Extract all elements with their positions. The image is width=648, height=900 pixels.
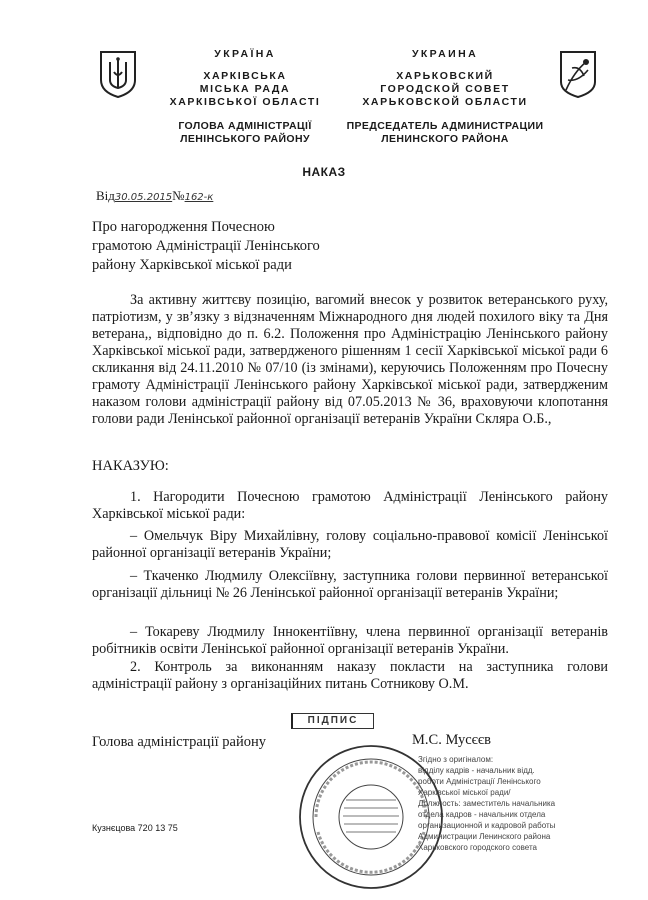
subject-line: грамотою Адміністрації Ленінського (92, 238, 320, 254)
order-item: – Ткаченко Людмилу Олексіївну, заступника голови первинної ветеранської організації дільниці № 26 Ленінської районної організації ветеранів України; (92, 568, 608, 601)
header-council-line: ХАРКІВСЬКОЇ ОБЛАСТІ (169, 96, 321, 108)
signature-stamp-box: ПІДПИС (291, 713, 374, 729)
copy-stamp-line: відділу кадрів - начальник відд. (418, 766, 535, 775)
header-council-line: ГОРОДСКОЙ СОВЕТ (380, 83, 510, 95)
header-ukrainian (150, 48, 340, 146)
preamble-paragraph: За активну життєву позицію, вагомий внесок у розвиток ветеранського руху, патріотизм, у зв’язку з відзначенням Міжнародного дня людей похилого віку та Дня ветерана,, відповідно до п. 6.2. Положення про Адміністрацію Ленінського району Харківської міської ради, затвердженого рішенням 1 сесії Харківської міської ради 6 скликання від 24.11.2010 № 07/10 (із змінами), керуючись Положенням про Почесну грамоту Адміністрації Ленінського району Харківської міської ради, затвердженим наказом голови адміністрації району від 07.05.2013 № 36, враховуючи клопотання голови ради Ленінської районної організації ветеранів України Скляра О.Б., (92, 292, 608, 427)
number-prefix: № (172, 188, 185, 203)
header-country-ua: УКРАЇНА (214, 48, 276, 60)
header-head-line: ГОЛОВА АДМІНІСТРАЦІЇ (178, 120, 312, 132)
copy-stamp-line: Харківської міської ради/ (418, 788, 511, 797)
copy-stamp-line: организационной и кадровой работы (418, 821, 556, 830)
copy-stamp-line: отдела кадров - начальник отдела (418, 810, 546, 819)
footer-contact: Кузнєцова 720 13 75 (92, 823, 178, 833)
copy-stamp-line: Харьковского городского совета (418, 843, 537, 852)
subject-line: Про нагородження Почесною (92, 219, 275, 235)
document-subject (92, 218, 352, 275)
ukraine-trident-emblem (98, 50, 138, 98)
header-russian (345, 48, 545, 146)
kharkiv-city-emblem (558, 50, 598, 98)
number-value: 162-к (184, 192, 214, 203)
header-council-line: ХАРЬКОВСКОЙ ОБЛАСТИ (362, 96, 528, 108)
header-head-line: ЛЕНІНСЬКОГО РАЙОНУ (180, 133, 310, 145)
signature-name: М.С. Мусєєв (412, 732, 491, 748)
header-country-ru: УКРАИНА (411, 48, 479, 60)
copy-certification-stamp (418, 754, 608, 853)
copy-stamp-line: Администрации Ленинского района (418, 832, 551, 841)
header-head-line: ЛЕНИНСКОГО РАЙОНА (381, 133, 509, 145)
order-item: – Омельчук Віру Михайлівну, голову соціально-правової комісії Ленінської районної організації ветеранів України; (92, 528, 608, 561)
copy-stamp-line: Должность: заместитель начальника (418, 799, 556, 808)
document-title: НАКАЗ (302, 165, 346, 179)
header-head-line: ПРЕДСЕДАТЕЛЬ АДМИНИСТРАЦИИ (346, 120, 544, 132)
copy-stamp-line: Згідно з оригіналом: (418, 755, 494, 764)
date-prefix: Від (96, 188, 115, 203)
copy-stamp-line: роботи Адміністрації Ленінського (418, 777, 541, 786)
header-council-line: МІСЬКА РАДА (199, 83, 291, 95)
subject-line: району Харківської міської ради (92, 257, 292, 273)
date-value: 30.05.2015 (114, 192, 173, 203)
date-line (96, 188, 213, 204)
order-item: 2. Контроль за виконанням наказу покласти на заступника голови адміністрації району з організаційних питань Сотникову О.М. (92, 659, 608, 692)
header-council-line: ХАРКІВСЬКА (203, 70, 287, 82)
order-item: 1. Нагородити Почесною грамотою Адміністрації Ленінського району Харківської міської ради: (92, 489, 608, 522)
signature-label: Голова адміністрації району (92, 734, 266, 750)
order-word: НАКАЗУЮ: (92, 458, 169, 474)
header-council-line: ХАРЬКОВСКИЙ (396, 70, 494, 82)
order-item: – Токареву Людмилу Іннокентіївну, члена первинної організації ветеранів робітників освіти Ленінської районної організації ветеранів України. (92, 624, 608, 657)
